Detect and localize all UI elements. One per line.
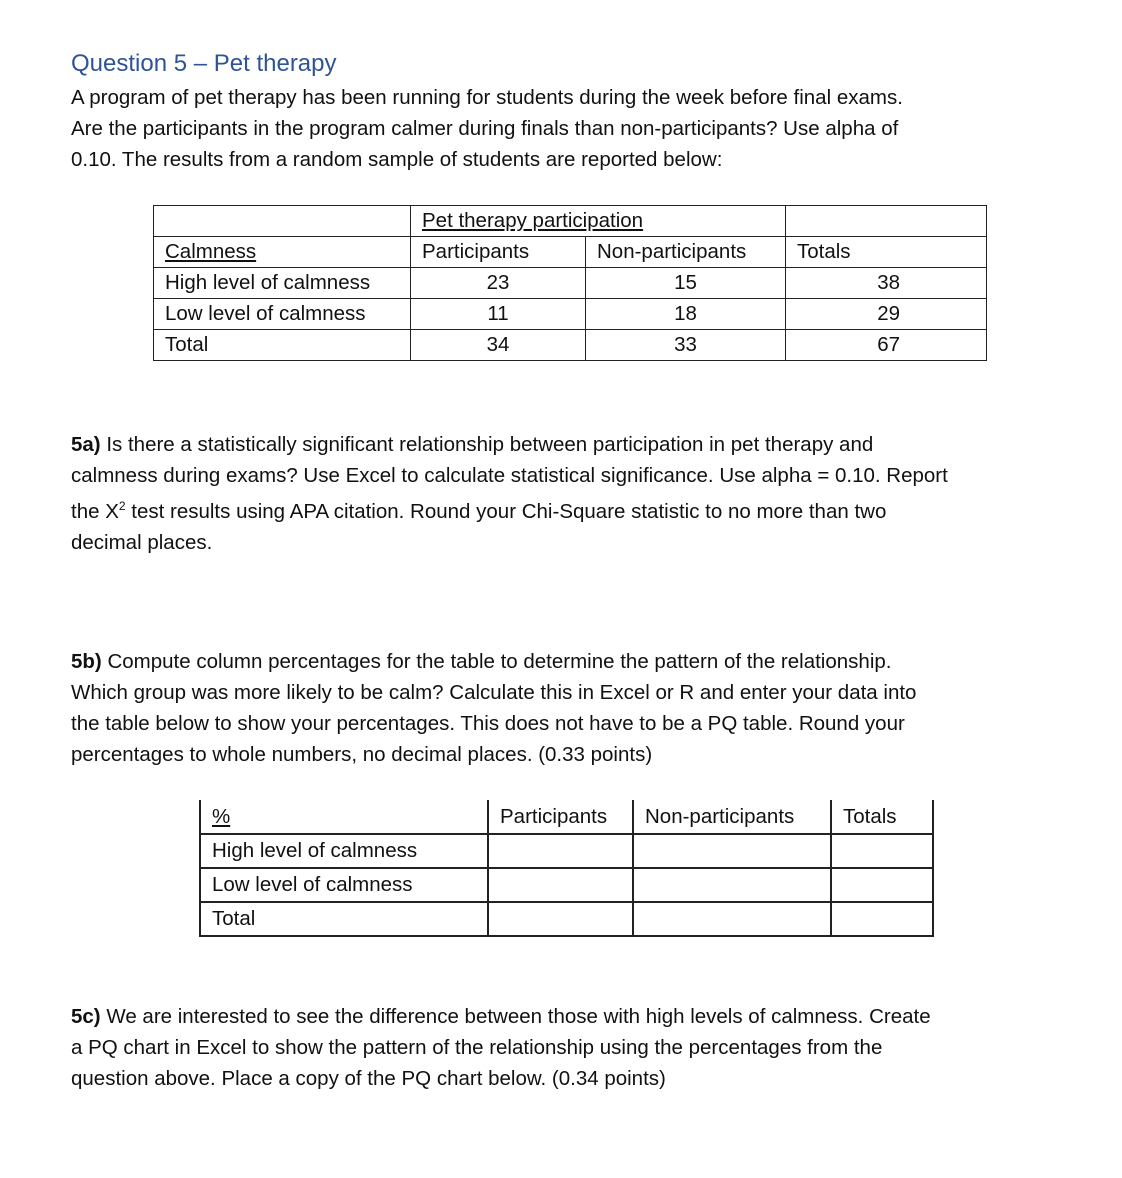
cell: 33 [586, 330, 786, 361]
row-label: Low level of calmness [200, 868, 488, 902]
percentage-table [199, 800, 934, 937]
input-cell[interactable] [488, 902, 633, 936]
table-row [154, 206, 987, 237]
table-row [154, 330, 987, 361]
question-label: 5c) [71, 1005, 101, 1028]
table-header-row [200, 800, 933, 834]
table-row [200, 902, 933, 936]
question-label: 5a) [71, 433, 101, 456]
cell: 11 [411, 299, 586, 330]
intro-line: Are the participants in the program calmer during finals than non-participants? Use alpha of [71, 117, 899, 140]
question-text: decimal places. [71, 530, 213, 554]
column-header: Participants [488, 800, 633, 834]
question-text: Is there a statistically significant relationship between participation in pet therapy and [100, 433, 874, 456]
column-header: Totals [831, 800, 933, 834]
column-header: Non-participants [586, 237, 786, 268]
input-cell[interactable] [488, 834, 633, 868]
question-text: Which group was more likely to be calm? Calculate this in Excel or R and enter your data into [71, 681, 917, 704]
row-label: Total [154, 330, 411, 361]
cell: 67 [786, 330, 987, 361]
intro-paragraph [71, 82, 903, 175]
question-5b [71, 646, 916, 770]
question-text: Compute column percentages for the table to determine the pattern of the relationship. [101, 650, 892, 673]
data-table [153, 205, 987, 361]
table-row [154, 268, 987, 299]
question-text: calmness during exams? Use Excel to calculate statistical significance. Use alpha = 0.10. Report [71, 464, 948, 487]
intro-line: A program of pet therapy has been running for students during the week before final exams. [71, 86, 903, 109]
table-header-row [154, 237, 987, 268]
input-cell[interactable] [831, 834, 933, 868]
row-label: Total [200, 902, 488, 936]
question-text: a PQ chart in Excel to show the pattern of the relationship using the percentages from the [71, 1036, 883, 1059]
cell: 23 [411, 268, 586, 299]
question-text: test results using APA citation. Round your Chi-Square statistic to no more than two [125, 499, 887, 523]
input-cell[interactable] [633, 902, 831, 936]
input-cell[interactable] [633, 868, 831, 902]
question-text: the table below to show your percentages. This does not have to be a PQ table. Round your [71, 712, 905, 735]
column-header: Totals [786, 237, 987, 268]
table-row [154, 299, 987, 330]
cell: 18 [586, 299, 786, 330]
input-cell[interactable] [633, 834, 831, 868]
cell: 34 [411, 330, 586, 361]
column-header: Non-participants [633, 800, 831, 834]
question-text: question above. Place a copy of the PQ chart below. (0.34 points) [71, 1067, 666, 1090]
question-5a [71, 429, 948, 558]
superscript: 2 [118, 499, 126, 513]
row-header: Calmness [165, 240, 257, 263]
cell: 29 [786, 299, 987, 330]
input-cell[interactable] [488, 868, 633, 902]
group-header: Pet therapy participation [422, 209, 644, 232]
column-header: Participants [411, 237, 586, 268]
table-row [200, 834, 933, 868]
question-text: the X [71, 499, 119, 523]
row-label: High level of calmness [154, 268, 411, 299]
question-text: percentages to whole numbers, no decimal places. (0.33 points) [71, 743, 653, 766]
row-label: Low level of calmness [154, 299, 411, 330]
question-title: Question 5 – Pet therapy [71, 50, 337, 77]
row-label: High level of calmness [200, 834, 488, 868]
row-header: % [212, 804, 231, 828]
question-text: We are interested to see the difference between those with high levels of calmness. Create [100, 1005, 931, 1028]
input-cell[interactable] [831, 902, 933, 936]
intro-line: 0.10. The results from a random sample of students are reported below: [71, 148, 723, 171]
question-label: 5b) [71, 650, 102, 673]
cell: 38 [786, 268, 987, 299]
cell: 15 [586, 268, 786, 299]
question-5c [71, 1001, 931, 1094]
input-cell[interactable] [831, 868, 933, 902]
table-row [200, 868, 933, 902]
